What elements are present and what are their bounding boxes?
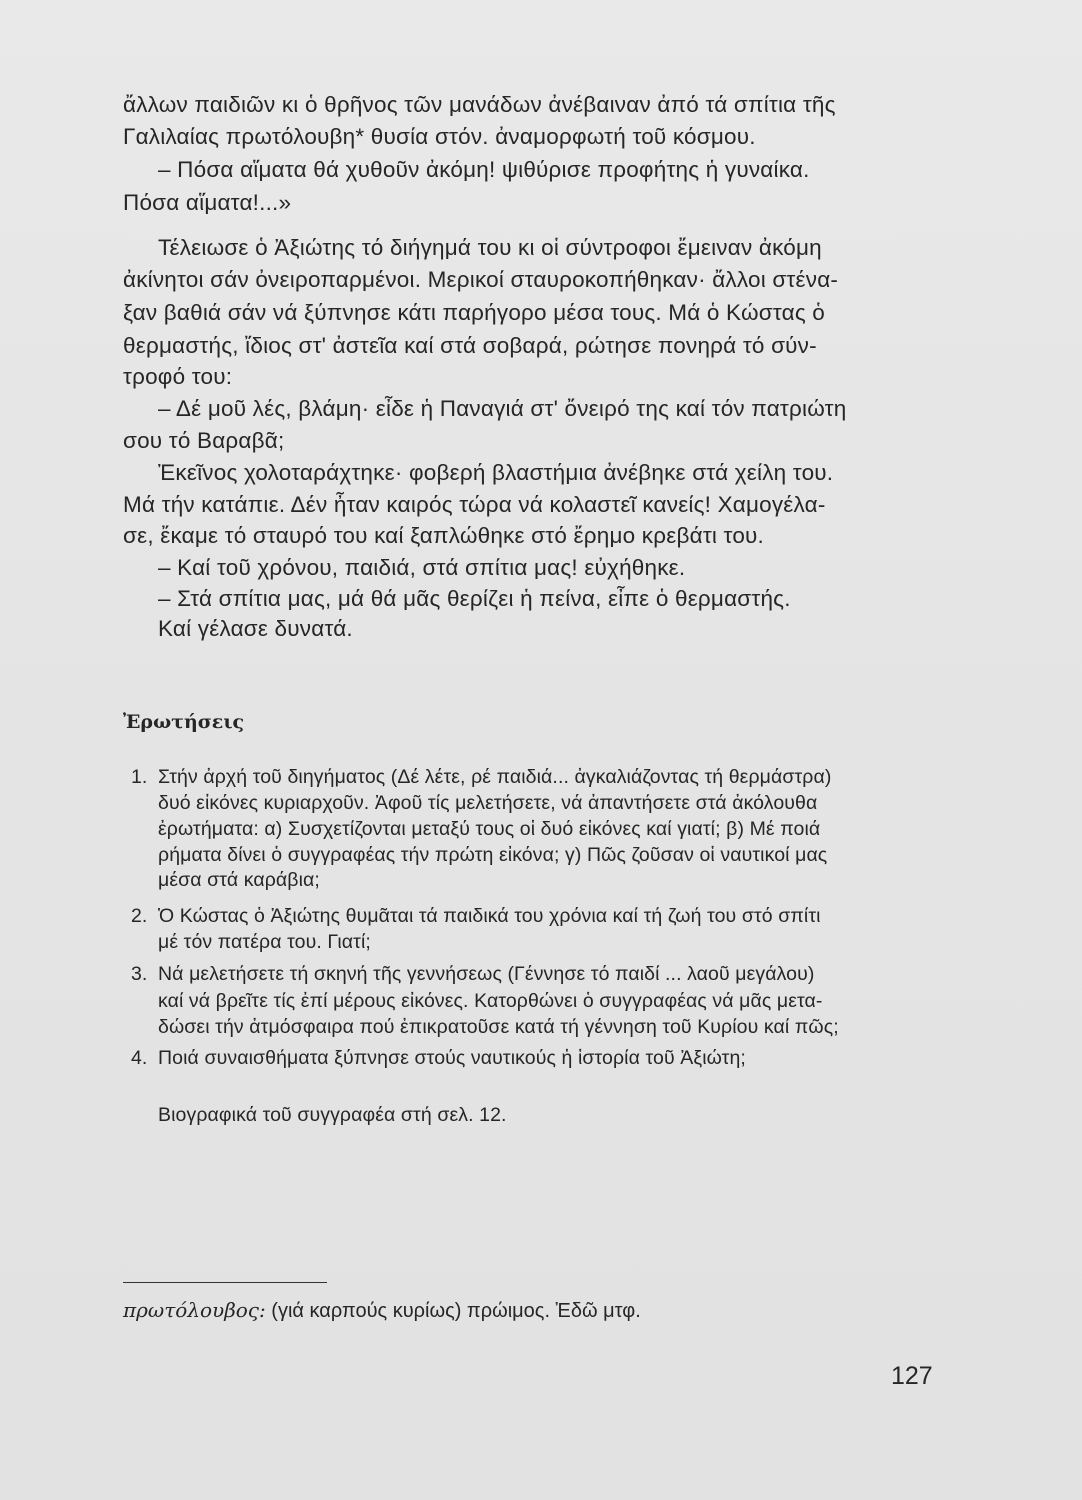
text-line: ἄλλων παιδιῶν κι ὁ θρῆνος τῶν μανάδων ἀνέβαιναν ἀπό τά σπίτια τῆς: [123, 92, 836, 117]
question-line: καί νά βρεῖτε τίς ἐπί μέρους εἰκόνες. Κατορθώνει ὁ συγγραφέας νά μᾶς μετα-: [158, 990, 823, 1012]
question-line: δώσει τήν ἀτμόσφαιρα πού ἐπικρατοῦσε κατά τή γέννηση τοῦ Κυρίου καί πῶς;: [158, 1016, 839, 1038]
questions-heading: Ἐρωτήσεις: [123, 711, 245, 733]
text-line: σου τό Βαραβᾶ;: [123, 428, 285, 453]
question-line: Ποιά συναισθήματα ξύπνησε στούς ναυτικούς ἡ ἱστορία τοῦ Ἀξιώτη;: [158, 1047, 746, 1069]
text-line: Καί γέλασε δυνατά.: [158, 616, 353, 641]
question-number: 4.: [131, 1047, 148, 1069]
text-line: Πόσα αἵματα!...»: [123, 190, 292, 215]
dialogue-line: – Καί τοῦ χρόνου, παιδιά, στά σπίτια μας! εὐχήθηκε.: [158, 555, 686, 580]
paragraph-start: Ἐκεῖνος χολοταράχτηκε· φοβερή βλαστήμια ἀνέβηκε στά χείλη του.: [158, 460, 834, 485]
text-line: Γαλιλαίας πρωτόλουβη* θυσία στόν. ἀναμορφωτή τοῦ κόσμου.: [123, 124, 756, 149]
text-line: σε, ἔκαμε τό σταυρό του καί ξαπλώθηκε στό ἔρημο κρεβάτι του.: [123, 523, 764, 548]
text-line: Μά τήν κατάπιε. Δέν ἦταν καιρός τώρα νά κολαστεῖ κανείς! Χαμογέλα-: [123, 492, 826, 517]
bio-note: Βιογραφικά τοῦ συγγραφέα στή σελ. 12.: [158, 1104, 507, 1126]
dialogue-line: – Δέ μοῦ λές, βλάμη· εἶδε ἡ Παναγιά στ' ὄνειρό της καί τόν πατριώτη: [158, 396, 847, 421]
question-line: Νά μελετήσετε τή σκηνή τῆς γεννήσεως (Γέννησε τό παιδί ... λαοῦ μεγάλου): [158, 963, 815, 985]
question-line: δυό εἰκόνες κυριαρχοῦν. Ἀφοῦ τίς μελετήσετε, νά ἀπαντήσετε στά ἀκόλουθα: [158, 792, 818, 814]
question-line: Στήν ἀρχή τοῦ διηγήματος (Δέ λέτε, ρέ παιδιά... ἀγκαλιάζοντας τή θερμάστρα): [158, 766, 832, 788]
text-line: θερμαστής, ἴδιος στ' ἀστεῖα καί στά σοβαρά, ρώτησε πονηρά τό σύν-: [123, 333, 817, 358]
question-number: 2.: [131, 905, 148, 927]
paragraph-start: Τέλειωσε ὁ Ἀξιώτης τό διήγημά του κι οἱ σύντροφοι ἔμειναν ἀκόμη: [158, 235, 822, 260]
page-number: 127: [891, 1362, 933, 1390]
question-line: μέ τόν πατέρα του. Γιατί;: [158, 931, 371, 953]
footnote-term: πρωτόλουβος:: [123, 1298, 266, 1322]
question-line: ρήματα δίνει ὁ συγγραφέας τήν πρώτη εἰκόνα; γ) Πῶς ζοῦσαν οἱ ναυτικοί μας: [158, 844, 828, 866]
question-number: 3.: [131, 963, 148, 985]
question-line: μέσα στά καράβια;: [158, 869, 320, 891]
question-line: Ὁ Κώστας ὁ Ἀξιώτης θυμᾶται τά παιδικά του χρόνια καί τή ζωή του στό σπίτι: [158, 905, 821, 927]
text-line: ἀκίνητοι σάν ὀνειροπαρμένοι. Μερικοί σταυροκοπήθηκαν· ἄλλοι στένα-: [123, 267, 839, 292]
footnote-divider: [123, 1282, 327, 1283]
text-line: τροφό του:: [123, 364, 233, 389]
question-line: ἐρωτήματα: α) Συσχετίζονται μεταξύ τους οἱ δυό εἰκόνες καί γιατί; β) Μέ ποιά: [158, 818, 821, 840]
dialogue-line: – Στά σπίτια μας, μά θά μᾶς θερίζει ἡ πείνα, εἶπε ὁ θερμαστής.: [158, 586, 791, 611]
footnote: [123, 1298, 641, 1323]
footnote-text: (γιά καρπούς κυρίως) πρώιμος. Ἐδῶ μτφ.: [265, 1300, 641, 1322]
question-number: 1.: [131, 766, 148, 788]
text-line: ξαν βαθιά σάν νά ξύπνησε κάτι παρήγορο μέσα τους. Μά ὁ Κώστας ὁ: [123, 300, 826, 325]
dialogue-line: – Πόσα αἵματα θά χυθοῦν ἀκόμη! ψιθύρισε προφήτης ἡ γυναίκα.: [158, 157, 810, 182]
